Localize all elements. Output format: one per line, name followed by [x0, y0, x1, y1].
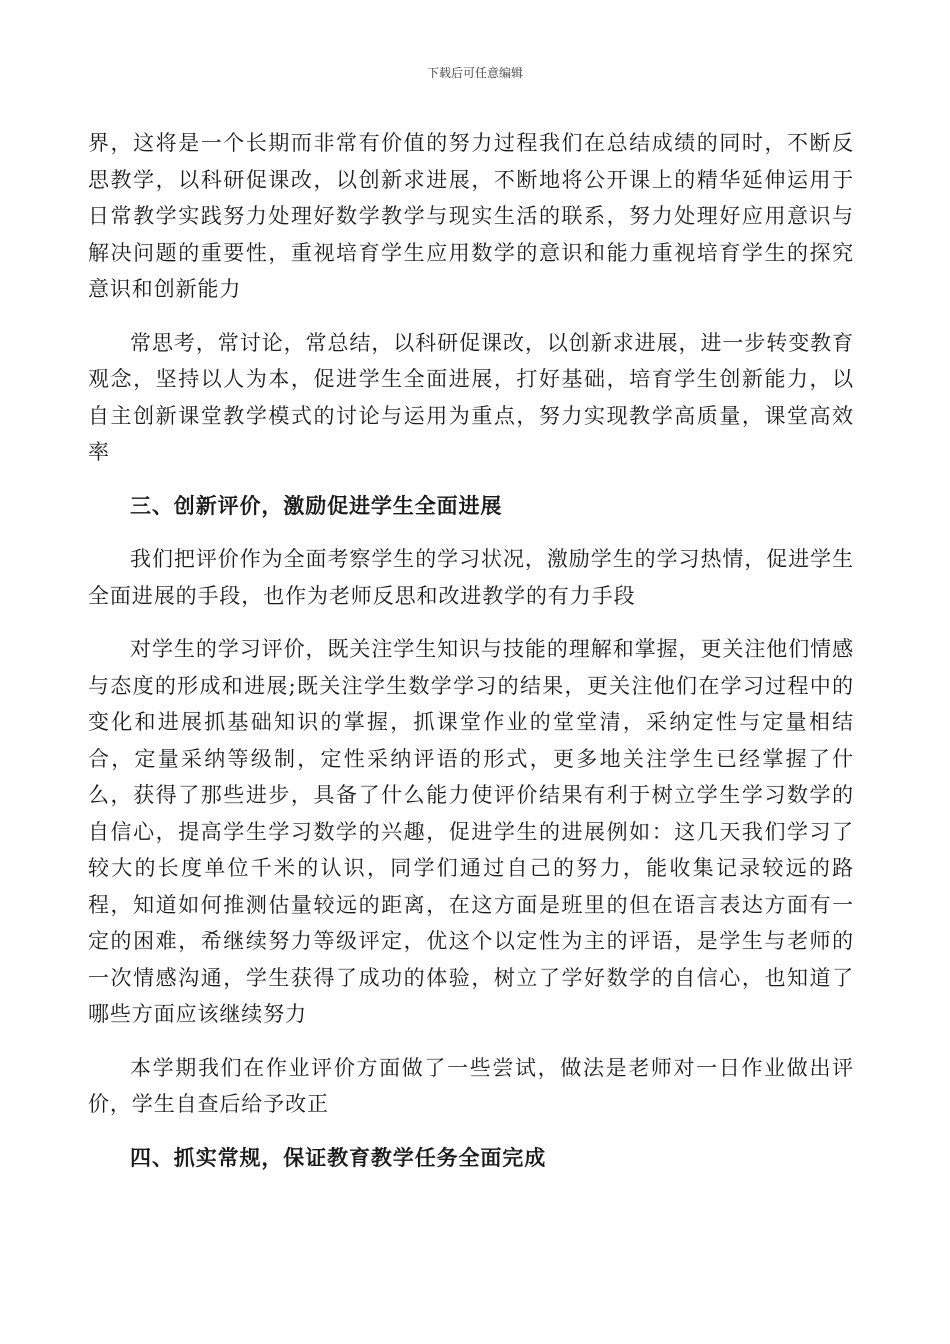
paragraph: 我们把评价作为全面考察学生的学习状况，激励学生的学习热情，促进学生全面进展的手段，也作为老师反思和改进教学的有力手段: [88, 547, 854, 608]
paragraph: 对学生的学习评价，既关注学生知识与技能的理解和掌握，更关注他们情感与态度的形成和进展;既关注学生数学学习的结果，更关注他们在学习过程中的变化和进展抓基础知识的掌握，抓课堂作业的堂堂清，采纳定性与定量相结合，定量采纳等级制，定性采纳评语的形式，更多地关注学生已经掌握了什么，获得了那些进步，具备了什么能力使评价结果有利于树立学生学习数学的自信心，提高学生学习数学的兴趣，促进学生的进展例如：这几天我们学习了较大的长度单位千米的认识，同学们通过自己的努力，能收集记录较远的路程，知道如何推测估量较远的距离，在这方面是班里的但在语言表达方面有一定的困难，希继续努力等级评定，优这个以定性为主的评语，是学生与老师的一次情感沟通，学生获得了成功的体验，树立了学好数学的自信心，也知道了哪些方面应该继续努力: [88, 637, 854, 1026]
page-header: 下载后可任意编辑: [426, 66, 523, 80]
paragraph: 本学期我们在作业评价方面做了一些尝试，做法是老师对一日作业做出评价，学生自查后给予改正: [88, 1055, 854, 1116]
paragraph: 常思考，常讨论，常总结，以科研促课改，以创新求进展，进一步转变教育观念，坚持以人为本，促进学生全面进展，打好基础，培育学生创新能力，以自主创新课堂教学模式的讨论与运用为重点，努力实现教学高质量，课堂高效率: [88, 330, 854, 464]
paragraph: 界，这将是一个长期而非常有价值的努力过程我们在总结成绩的同时，不断反思教学，以科研促课改，以创新求进展，不断地将公开课上的精华延伸运用于日常教学实践努力处理好数学教学与现实生活的联系，努力处理好应用意识与解决问题的重要性，重视培育学生应用数学的意识和能力重视培育学生的探究意识和创新能力: [88, 131, 854, 301]
section-heading: 四、抓实常规，保证教育教学任务全面完成: [130, 1145, 547, 1170]
document-body: [88, 125, 854, 1193]
section-heading: 三、创新评价，激励促进学生全面进展: [130, 493, 503, 518]
